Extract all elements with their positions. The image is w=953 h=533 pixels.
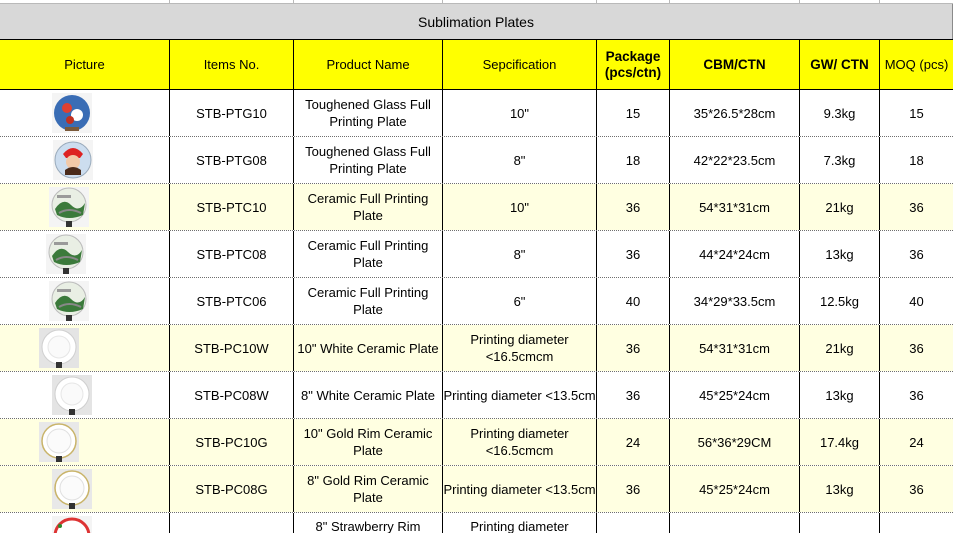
cbm-cell[interactable] [670,419,800,465]
specification-cell[interactable] [443,325,597,371]
cbm-text: 44*24*24cm [699,246,770,262]
item-no-cell[interactable] [170,419,294,465]
table-row-partial [0,513,953,533]
package-cell[interactable] [597,137,670,183]
plate-photo [52,93,92,133]
package-cell[interactable] [597,419,670,465]
moq-text: 36 [909,340,924,356]
package-text: 36 [625,340,641,356]
specification-cell[interactable] [443,466,597,512]
cbm-cell[interactable] [670,231,800,277]
picture-cell[interactable] [0,184,170,230]
table-row [0,278,953,325]
gw-text: 17.4kg [819,434,860,450]
item-no-cell[interactable] [170,90,294,136]
header-product-name[interactable]: Product Name [294,40,443,89]
gw-cell[interactable] [800,419,880,465]
picture-cell[interactable] [0,513,170,533]
gw-cell[interactable] [800,231,880,277]
cbm-cell[interactable] [670,90,800,136]
plate-photo [52,375,92,415]
product-name-cell[interactable] [294,325,443,371]
package-cell[interactable] [597,184,670,230]
gw-cell[interactable] [800,466,880,512]
package-text: 36 [625,246,641,262]
gw-text: 13kg [825,387,854,403]
gw-text: 7.3kg [823,152,856,168]
moq-text: 36 [909,199,924,215]
item-no-text: STB-PTC06 [196,293,267,309]
header-moq[interactable]: MOQ (pcs) [880,40,953,89]
product-name-text: Ceramic Full Printing Plate [307,191,429,223]
table-row [0,419,953,466]
cbm-text: 42*22*23.5cm [693,152,776,168]
cbm-cell[interactable] [670,466,800,512]
specification-cell[interactable] [443,278,597,324]
moq-text: 36 [909,387,924,403]
product-name-cell[interactable] [294,278,443,324]
cbm-text: 56*36*29CM [697,434,772,450]
product-name-text: Toughened Glass Full Printing Plate [305,97,431,129]
product-name-text: 8" White Ceramic Plate [301,387,435,403]
gw-cell[interactable] [800,137,880,183]
picture-cell[interactable] [0,231,170,277]
table-row [0,137,953,184]
specification-text: Printing diameter <16.5cmcm [470,332,569,364]
cbm-text: 35*26.5*28cm [693,105,776,121]
header-package[interactable]: Package (pcs/ctn) [597,40,670,89]
package-cell[interactable] [597,325,670,371]
moq-cell[interactable] [880,184,953,230]
gw-cell[interactable] [800,372,880,418]
package-text: 36 [625,199,641,215]
product-name-text: 8" Gold Rim Ceramic Plate [307,473,429,505]
package-cell[interactable] [597,466,670,512]
gw-cell[interactable] [800,90,880,136]
specification-text: 6" [513,293,526,309]
item-no-cell[interactable] [170,278,294,324]
plate-photo [46,234,86,274]
cbm-text: 54*31*31cm [699,199,770,215]
plate-photo [53,140,93,180]
product-name-text: Toughened Glass Full Printing Plate [305,144,431,176]
picture-cell[interactable] [0,419,170,465]
picture-cell[interactable] [0,325,170,371]
gw-cell[interactable] [800,184,880,230]
product-name-text: Ceramic Full Printing Plate [307,238,429,270]
specification-cell[interactable] [443,513,597,533]
item-no-cell[interactable] [170,325,294,371]
gw-text: 13kg [825,246,854,262]
gw-cell[interactable] [800,325,880,371]
specification-text: Printing diameter <13.5cm [443,387,596,403]
cbm-text: 54*31*31cm [699,340,770,356]
plate-photo [39,328,79,368]
plate-photo [49,281,89,321]
table-row [0,231,953,278]
cbm-cell[interactable] [670,184,800,230]
moq-text: 36 [909,481,924,497]
item-no-text: STB-PTG10 [196,105,267,121]
specification-text: 8" [513,152,526,168]
package-text: 36 [625,481,641,497]
picture-cell[interactable] [0,137,170,183]
item-no-text: STB-PC08W [194,387,269,403]
specification-cell[interactable] [443,184,597,230]
plate-photo [52,516,92,533]
item-no-text: STB-PC10W [194,340,269,356]
gw-cell[interactable] [800,513,880,533]
cbm-text: 45*25*24cm [699,387,770,403]
item-no-cell[interactable] [170,184,294,230]
moq-cell[interactable] [880,466,953,512]
cbm-text: 34*29*33.5cm [693,293,776,309]
package-text: 40 [625,293,641,309]
cbm-cell[interactable] [670,325,800,371]
item-no-text: STB-PTG08 [196,152,267,168]
specification-text: 8" [513,246,526,262]
item-no-text: STB-PC10G [195,434,268,450]
product-name-cell[interactable] [294,137,443,183]
specification-cell[interactable] [443,231,597,277]
package-cell[interactable] [597,513,670,533]
product-name-cell[interactable] [294,466,443,512]
table-row [0,184,953,231]
moq-cell[interactable] [880,137,953,183]
product-name-text: 8" Strawberry Rim [315,519,421,533]
specification-cell[interactable] [443,372,597,418]
product-name-text: Ceramic Full Printing Plate [307,285,429,317]
item-no-text: STB-PC08G [195,481,268,497]
header-row [0,39,953,90]
moq-cell[interactable] [880,372,953,418]
gw-text: 21kg [825,199,854,215]
header-cbm[interactable]: CBM/CTN [670,40,800,89]
header-gw[interactable]: GW/ CTN [800,40,880,89]
product-name-cell[interactable] [294,419,443,465]
moq-cell[interactable] [880,325,953,371]
moq-cell[interactable] [880,419,953,465]
plate-photo [39,422,79,462]
picture-cell[interactable] [0,372,170,418]
item-no-cell[interactable] [170,231,294,277]
table-title: Sublimation Plates [0,4,953,39]
specification-cell[interactable] [443,419,597,465]
gw-cell[interactable] [800,278,880,324]
moq-text: 40 [909,293,924,309]
product-name-cell[interactable] [294,231,443,277]
specification-text: Printing diameter <13.5cm [443,481,596,497]
picture-cell[interactable] [0,278,170,324]
package-text: 36 [625,387,641,403]
table-row [0,466,953,513]
cbm-text: 45*25*24cm [699,481,770,497]
specification-text: Printing diameter [470,519,569,533]
header-specification[interactable]: Sepcification [443,40,597,89]
package-cell[interactable] [597,90,670,136]
product-name-cell[interactable] [294,513,443,533]
product-name-cell[interactable] [294,184,443,230]
cbm-cell[interactable] [670,513,800,533]
plate-photo [52,469,92,509]
product-name-cell[interactable] [294,372,443,418]
package-text: 24 [625,434,641,450]
gw-text: 12.5kg [819,293,860,309]
item-no-cell[interactable] [170,372,294,418]
moq-cell[interactable] [880,513,953,533]
specification-text: 10" [509,199,530,215]
table-body [0,90,953,533]
moq-text: 24 [909,434,924,450]
specification-text: 10" [509,105,530,121]
item-no-cell[interactable] [170,137,294,183]
specification-cell[interactable] [443,137,597,183]
specification-text: Printing diameter <16.5cmcm [470,426,569,458]
item-no-text: STB-PTC10 [196,199,267,215]
moq-cell[interactable] [880,231,953,277]
package-text: 15 [625,105,641,121]
gw-text: 13kg [825,481,854,497]
table-row [0,90,953,137]
header-item-no[interactable]: Items No. [170,40,294,89]
product-name-text: 10" White Ceramic Plate [297,340,439,356]
product-name-cell[interactable] [294,90,443,136]
picture-cell[interactable] [0,466,170,512]
table-row [0,325,953,372]
package-cell[interactable] [597,231,670,277]
moq-cell[interactable] [880,278,953,324]
cbm-cell[interactable] [670,278,800,324]
moq-text: 36 [909,246,924,262]
item-no-text: STB-PTC08 [196,246,267,262]
item-no-cell[interactable] [170,466,294,512]
package-text: 18 [625,152,641,168]
product-name-text: 10" Gold Rim Ceramic Plate [303,426,433,458]
table-row [0,372,953,419]
package-cell[interactable] [597,278,670,324]
gw-text: 21kg [825,340,854,356]
package-cell[interactable] [597,372,670,418]
specification-cell[interactable] [443,90,597,136]
picture-cell[interactable] [0,90,170,136]
header-picture[interactable]: Picture [0,40,170,89]
cbm-cell[interactable] [670,137,800,183]
gw-text: 9.3kg [823,105,856,121]
item-no-cell[interactable] [170,513,294,533]
moq-text: 15 [909,105,924,121]
moq-text: 18 [909,152,924,168]
cbm-cell[interactable] [670,372,800,418]
plate-photo [49,187,89,227]
moq-cell[interactable] [880,90,953,136]
